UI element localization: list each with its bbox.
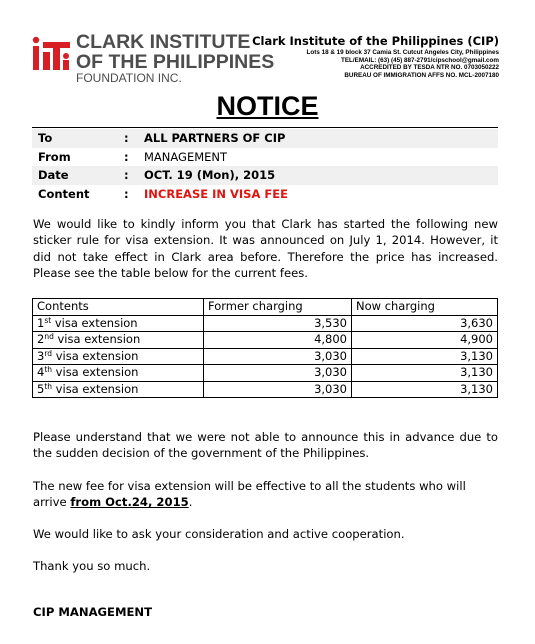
now-fee: 3,130	[352, 365, 498, 382]
row-label: 3rd visa extension	[33, 348, 204, 365]
memo-separator: :	[124, 168, 129, 183]
cip-logo	[32, 31, 275, 85]
column-header: Now charging	[352, 299, 498, 316]
memo-separator: :	[124, 131, 129, 146]
now-fee: 3,130	[352, 348, 498, 365]
letterhead-details	[252, 34, 499, 79]
table-header-row	[33, 299, 498, 316]
intro-paragraph: We would like to kindly inform you that Clark has started the following new sticker rule for visa extension. It was announced on July 1, 2014. However, it did not take effect in Clark area before. Therefore the price has increased. Please see the table below for the current fees.	[33, 217, 498, 280]
column-header: Former charging	[204, 299, 352, 316]
logo-line-3: FOUNDATION INC.	[76, 71, 182, 85]
org-address: Lots 18 & 19 block 37 Camia St. Cutcut Angeles City, Philippines	[306, 49, 499, 56]
memo-value: ALL PARTNERS OF CIP	[144, 131, 286, 146]
row-label: 4th visa extension	[33, 365, 204, 382]
cip-logo-mark-icon	[32, 34, 72, 74]
memo-row-from	[32, 148, 498, 167]
former-fee: 3,530	[204, 315, 352, 332]
logo-line-1: CLARK INSTITUTE	[76, 31, 251, 53]
signature: CIP MANAGEMENT	[33, 605, 153, 619]
row-label: 2nd visa extension	[33, 332, 204, 349]
row-label: 1st visa extension	[33, 315, 204, 332]
row-label: 5th visa extension	[33, 381, 204, 398]
memo-row-to	[32, 129, 498, 148]
table-row	[33, 381, 498, 398]
memo-label: Date	[38, 168, 69, 183]
memo-label: From	[38, 149, 71, 164]
org-contact: TEL/EMAIL: (63) (45) 887-2791/cipschool@gmail.com	[340, 56, 499, 64]
memo-separator: :	[124, 186, 129, 201]
former-fee: 3,030	[204, 381, 352, 398]
understand-paragraph: Please understand that we were not able to announce this in advance due to the sudden decision of the government of the Philippines.	[33, 430, 498, 461]
table-row	[33, 332, 498, 349]
now-fee: 4,900	[352, 332, 498, 349]
thanks-paragraph: Thank you so much.	[33, 559, 151, 573]
column-header: Contents	[33, 299, 204, 316]
memo-value: OCT. 19 (Mon), 2015	[144, 168, 276, 183]
former-fee: 3,030	[204, 348, 352, 365]
org-name: Clark Institute of the Philippines (CIP)	[252, 34, 499, 48]
memo-label: Content	[38, 186, 90, 201]
org-bureau: BUREAU OF IMMIGRATION AFFS NO. MCL-2007180	[344, 71, 499, 79]
logo-wordmark	[76, 32, 274, 85]
org-accreditation: ACCREDITED BY TESDA NTR NO. 0703050222	[360, 64, 499, 72]
notice-title: NOTICE	[216, 91, 319, 121]
memo-label: To	[38, 131, 53, 146]
former-fee: 3,030	[204, 365, 352, 382]
visa-fee-table	[32, 298, 498, 398]
table-row	[33, 348, 498, 365]
now-fee: 3,630	[352, 315, 498, 332]
table-row	[33, 315, 498, 332]
effective-date: from Oct.24, 2015	[70, 495, 189, 510]
effective-paragraph: The new fee for visa extension will be effective to all the students who will arrive from Oct.24, 2015.	[33, 479, 466, 510]
logo-line-2: OF THE PHILIPPINES	[76, 51, 275, 73]
consideration-paragraph: We would like to ask your consideration and active cooperation.	[33, 527, 405, 541]
memo-row-date	[32, 166, 498, 185]
memo-value: INCREASE IN VISA FEE	[144, 186, 288, 201]
memo-value: MANAGEMENT	[144, 149, 228, 164]
memo-block	[32, 127, 498, 203]
table-row	[33, 365, 498, 382]
memo-separator: :	[124, 149, 129, 164]
now-fee: 3,130	[352, 381, 498, 398]
former-fee: 4,800	[204, 332, 352, 349]
memo-row-content	[32, 185, 498, 204]
